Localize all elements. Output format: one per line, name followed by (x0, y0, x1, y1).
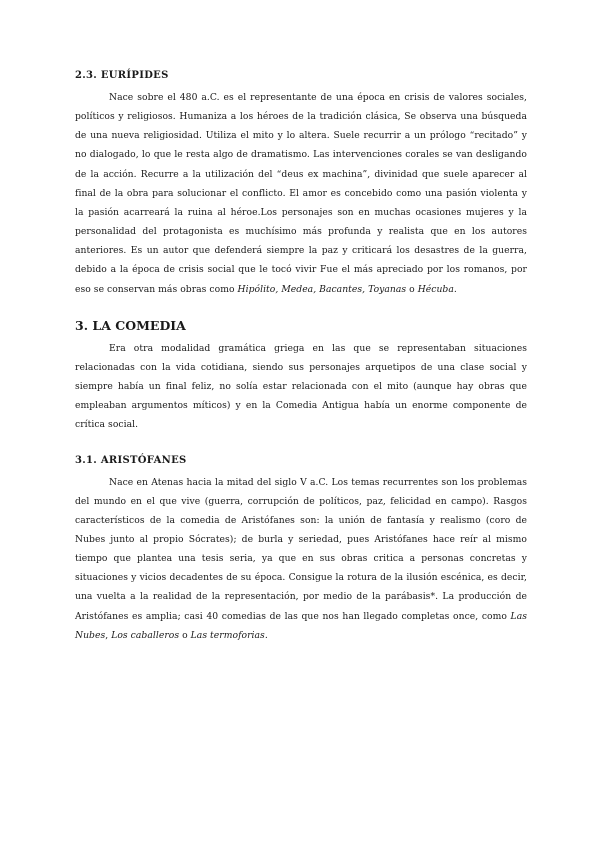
paragraph-euripides (75, 88, 527, 299)
paragraph-comedia: Era otra modalidad gramática griega en las que se representaban situaciones relacionadas con la vida cotidiana, siendo sus personajes arquetipos de una clase social y siempre había un final feliz, no solía estar relacionada con el mito (aunque hay obras que empleaban argumentos míticos) y en la Comedia Antigua había un enorme componente de crítica social. (75, 342, 527, 431)
connector-text: o (406, 283, 418, 295)
work-italic-3: Las termoforias (190, 629, 265, 641)
separator-text: , (105, 629, 112, 641)
paragraph-aristofanes (75, 473, 527, 645)
work-italic-1: Las Nubes (75, 610, 527, 641)
section-heading-euripides: 2.3. EURÍPIDES (75, 70, 169, 81)
work-italic-2: Los caballeros (111, 629, 180, 641)
end-punct: . (264, 629, 268, 641)
work-italic: Hécuba (417, 283, 454, 295)
section-heading-aristofanes: 3.1. ARISTÓFANES (75, 454, 187, 466)
works-italic: Hipólito, Medea, Bacantes, Toyanas (237, 283, 407, 295)
section-heading-comedia: 3. LA COMEDIA (75, 317, 186, 333)
paragraph-text: Nace en Atenas hacia la mitad del siglo V a.C. Los temas recurrentes son los problemas del mundo en el que vive (guerra, corrupción de políticos, paz, felicidad en campo). Rasgos característicos de la comedia de Aristófanes son: la unión de fantasía y realismo (coro de Nubes junto al propio Sócrates); de burla y seriedad, pues Aristófanes hace reír al mismo tiempo que plantea una tesis seria, ya que en sus obras critica a personas concretas y situaciones y vicios decadentes de su época. Consigue la rotura de la ilusión escénica, es decir, una vuelta a la realidad de la representación, por medio de la parábasis*. La producción de Aristófanes es amplia; casi 40 comedias de las que nos han llegado completas once, como (75, 476, 527, 622)
end-punct: . (453, 283, 457, 295)
paragraph-text: Nace sobre el 480 a.C. es el representante de una época en crisis de valores sociales, políticos y religiosos. Humaniza a los héroes de la tradición clásica, Se observa una búsqueda de una nueva religiosidad. Utiliza el mito y lo altera. Suele recurrir a un prólogo “recitado” y no dialogado, lo que le resta algo de dramatismo. Las intervenciones corales se van desligando de la acción. Recurre a la utilización del “deus ex machina”, divinidad que suele aparecer al final de la obra para solucionar el conflicto. El amor es concebido como una pasión violenta y la pasión acarreará la ruina al héroe.Los personajes son en muchas ocasiones mujeres y la personalidad del protagonista es muchísimo más profunda y realista que en los autores anteriores. Es un autor que defenderá siempre la paz y criticará los desastres de la guerra, debido a la época de crisis social que le tocó vivir Fue el más apreciado por los romanos, por eso se conservan más obras como (75, 92, 527, 295)
document-page (75, 68, 527, 645)
connector-text: o (179, 629, 191, 641)
